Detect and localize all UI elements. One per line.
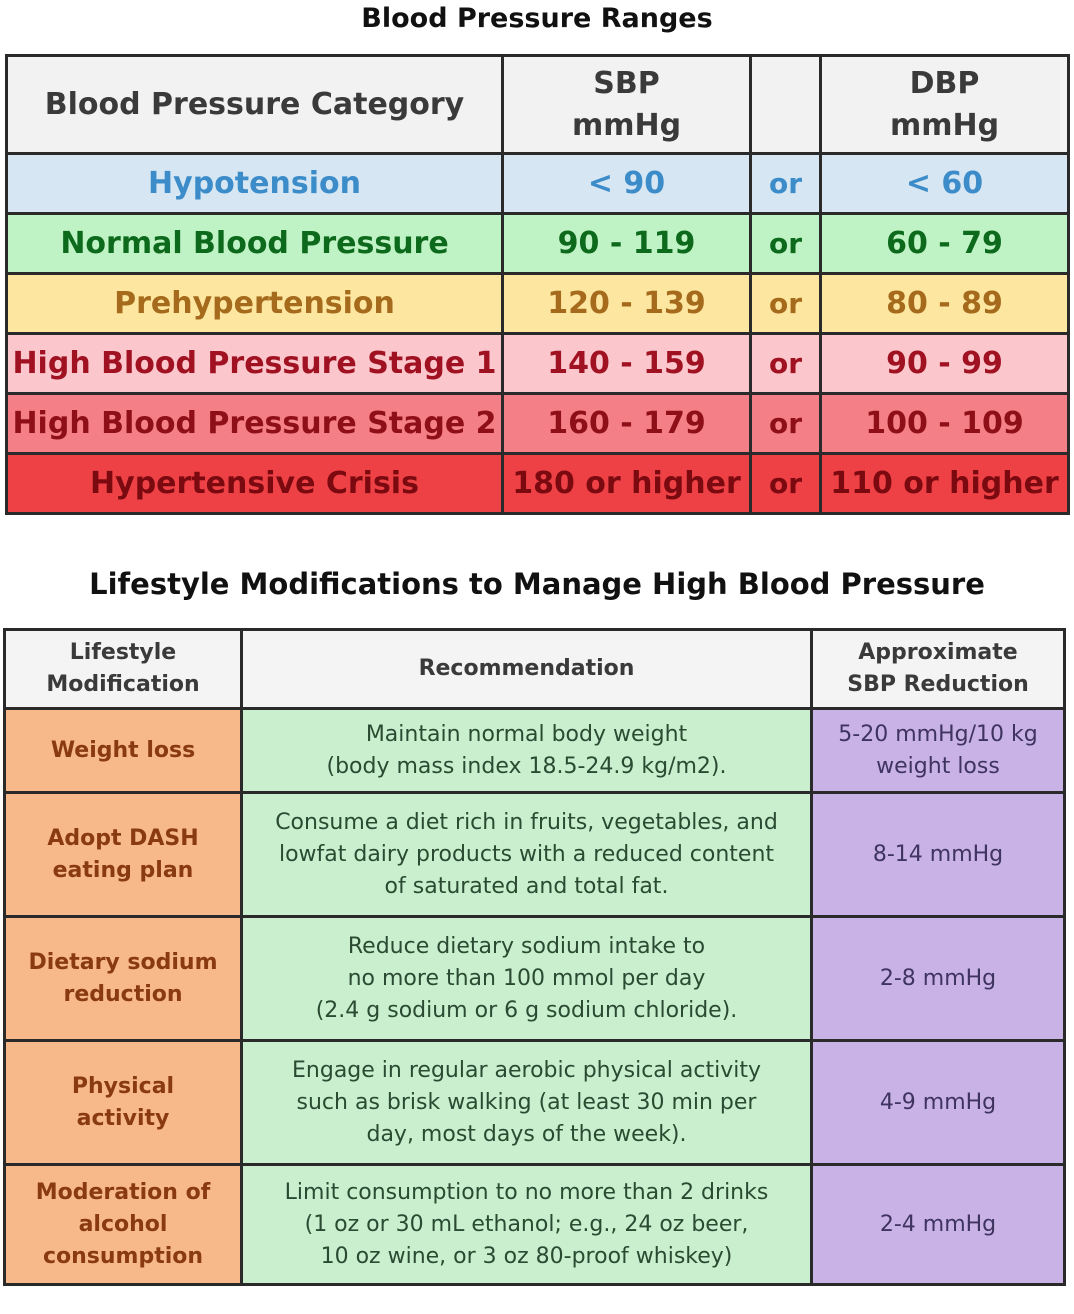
modification-cell-line: consumption: [42, 1243, 204, 1269]
modification-cell-line: Weight loss: [50, 737, 196, 763]
bp-or-cell: or: [751, 154, 821, 214]
header-reduction-line: Approximate: [858, 640, 1018, 665]
modification-cell-line: Dietary sodium: [28, 949, 218, 975]
modification-cell-line: Adopt DASH: [47, 825, 199, 851]
bp-row: [7, 454, 1069, 514]
bp-or-cell: or: [751, 394, 821, 454]
reduction-cell: [812, 709, 1065, 793]
bp-category-cell: Hypotension: [7, 154, 503, 214]
bp-dbp-cell: 100 - 109: [821, 394, 1069, 454]
header-dbp-unit: mmHg: [889, 107, 1000, 143]
recommendation-cell-line: no more than 100 mmol per day: [347, 965, 706, 991]
recommendation-cell-line: lowfat dairy products with a reduced content: [278, 841, 775, 867]
recommendation-cell-line: of saturated and total fat.: [384, 873, 669, 899]
modification-cell-line: Physical: [71, 1073, 175, 1099]
modification-cell-line: alcohol: [78, 1211, 168, 1237]
lifestyle-row: [5, 793, 1065, 917]
recommendation-cell-line: Consume a diet rich in fruits, vegetables, and: [275, 809, 778, 835]
header-recommendation: Recommendation: [242, 630, 812, 709]
bp-category-cell: Prehypertension: [7, 274, 503, 334]
recommendation-cell-line: (2.4 g sodium or 6 g sodium chloride).: [315, 997, 738, 1023]
reduction-cell-line: weight loss: [876, 753, 1000, 779]
recommendation-cell: [242, 793, 812, 917]
reduction-cell: [812, 1165, 1065, 1285]
modification-cell: [5, 1041, 242, 1165]
bp-row: [7, 154, 1069, 214]
bp-ranges-title: Blood Pressure Ranges: [361, 3, 713, 34]
reduction-cell-line: 4-9 mmHg: [879, 1089, 997, 1115]
bp-sbp-cell: 160 - 179: [503, 394, 751, 454]
lifestyle-header-row: [5, 630, 1065, 709]
reduction-cell: [812, 1041, 1065, 1165]
header-dbp: [821, 56, 1069, 154]
modification-cell-line: activity: [76, 1105, 170, 1131]
header-sbp: [503, 56, 751, 154]
header-modification-line: Modification: [46, 672, 200, 697]
header-sbp-line: SBP: [593, 65, 660, 101]
bp-dbp-cell: 90 - 99: [821, 334, 1069, 394]
recommendation-cell: [242, 917, 812, 1041]
recommendation-cell-line: Reduce dietary sodium intake to: [347, 933, 706, 959]
recommendation-cell-line: such as brisk walking (at least 30 min per: [296, 1089, 757, 1115]
recommendation-cell: [242, 1041, 812, 1165]
bp-row: [7, 394, 1069, 454]
bp-sbp-cell: 90 - 119: [503, 214, 751, 274]
bp-row: [7, 214, 1069, 274]
lifestyle-row: [5, 917, 1065, 1041]
modification-cell-line: reduction: [63, 981, 183, 1007]
reduction-cell-line: 5-20 mmHg/10 kg: [838, 721, 1038, 747]
bp-sbp-cell: 180 or higher: [503, 454, 751, 514]
header-dbp-line: DBP: [909, 65, 980, 101]
reduction-cell: [812, 793, 1065, 917]
modification-cell-line: Moderation of: [35, 1179, 211, 1205]
bp-or-cell: or: [751, 274, 821, 334]
modification-cell: [5, 709, 242, 793]
recommendation-cell-line: Maintain normal body weight: [365, 721, 688, 747]
bp-category-cell: High Blood Pressure Stage 2: [7, 394, 503, 454]
recommendation-cell: [242, 1165, 812, 1285]
lifestyle-table: [3, 628, 1066, 1286]
recommendation-cell-line: 10 oz wine, or 3 oz 80-proof whiskey): [320, 1243, 733, 1269]
bp-sbp-cell: 140 - 159: [503, 334, 751, 394]
bp-sbp-cell: 120 - 139: [503, 274, 751, 334]
lifestyle-row: [5, 1165, 1065, 1285]
bp-sbp-cell: < 90: [503, 154, 751, 214]
modification-cell-line: eating plan: [52, 857, 194, 883]
lifestyle-row: [5, 709, 1065, 793]
bp-or-cell: or: [751, 454, 821, 514]
bp-or-cell: or: [751, 334, 821, 394]
bp-category-cell: High Blood Pressure Stage 1: [7, 334, 503, 394]
reduction-cell-line: 8-14 mmHg: [872, 841, 1004, 867]
bp-dbp-cell: 60 - 79: [821, 214, 1069, 274]
bp-dbp-cell: 110 or higher: [821, 454, 1069, 514]
reduction-cell-line: 2-8 mmHg: [879, 965, 997, 991]
header-or: [751, 56, 821, 154]
reduction-cell: [812, 917, 1065, 1041]
bp-ranges-table: [5, 54, 1070, 515]
bp-dbp-cell: 80 - 89: [821, 274, 1069, 334]
bp-category-cell: Normal Blood Pressure: [7, 214, 503, 274]
modification-cell: [5, 917, 242, 1041]
bp-row: [7, 274, 1069, 334]
recommendation-cell-line: Limit consumption to no more than 2 drinks: [284, 1179, 769, 1205]
header-modification-line: Lifestyle: [69, 640, 177, 665]
recommendation-cell: [242, 709, 812, 793]
modification-cell: [5, 793, 242, 917]
recommendation-cell-line: Engage in regular aerobic physical activity: [292, 1057, 761, 1083]
bp-or-cell: or: [751, 214, 821, 274]
bp-category-cell: Hypertensive Crisis: [7, 454, 503, 514]
bp-header-row: [7, 56, 1069, 154]
header-category: Blood Pressure Category: [7, 56, 503, 154]
modification-cell: [5, 1165, 242, 1285]
header-modification: [5, 630, 242, 709]
lifestyle-row: [5, 1041, 1065, 1165]
header-sbp-unit: mmHg: [571, 107, 682, 143]
header-reduction: [812, 630, 1065, 709]
recommendation-cell-line: day, most days of the week).: [366, 1121, 687, 1147]
bp-row: [7, 334, 1069, 394]
header-reduction-line: SBP Reduction: [847, 672, 1029, 697]
lifestyle-title: Lifestyle Modifications to Manage High Blood Pressure: [89, 567, 985, 601]
reduction-cell-line: 2-4 mmHg: [879, 1211, 997, 1237]
recommendation-cell-line: (1 oz or 30 mL ethanol; e.g., 24 oz beer,: [304, 1211, 749, 1237]
recommendation-cell-line: (body mass index 18.5-24.9 kg/m2).: [326, 753, 727, 779]
bp-dbp-cell: < 60: [821, 154, 1069, 214]
